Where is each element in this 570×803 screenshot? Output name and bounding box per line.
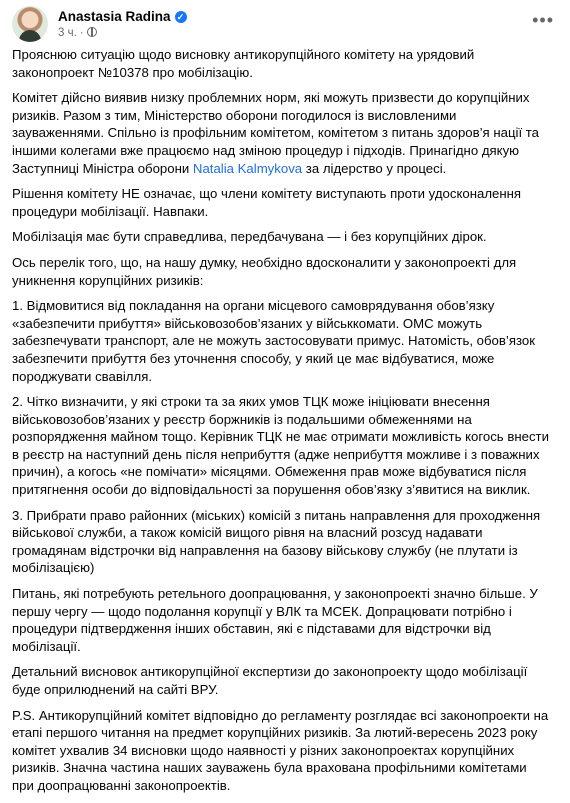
more-options-icon[interactable]: ••• xyxy=(532,10,554,30)
post-paragraph: Детальний висновок антикорупційної експертизи до законопроекту щодо мобілізації буде оприлюднений на сайті ВРУ. xyxy=(12,664,528,697)
post-paragraph: Прояснюю ситуацію щодо висновку антикорупційного комітету на урядовий законопроект №10378 про мобілізацію. xyxy=(12,47,475,80)
post-paragraph: Комітет дійсно виявив низку проблемних норм, які можуть призвести до корупційних ризиків. Разом з тим, Міністерство оборони погодилося із висловленими зауваженнями. Спільно із профільним комітетом, комітетом з питань здоров’я нації та іншими колегами вже працюємо над зміною процедур і підходів. Принагідно дякую Заступниці Міністра оборони Natalia Kalmykova за лідерство у процесі. xyxy=(12,90,540,176)
verified-badge-icon: ✓ xyxy=(175,11,187,23)
author-name[interactable]: Anastasia Radina xyxy=(58,9,171,24)
post-timestamp[interactable]: 3 ч. xyxy=(58,27,77,39)
post-paragraph: Ось перелік того, що, на нашу думку, необхідно вдосконалити у законопроекті для уникнення корупційних ризиків: xyxy=(12,254,517,288)
mention-link[interactable]: Natalia Kalmykova xyxy=(192,160,303,176)
post-paragraph: Питань, які потребують ретельного доопрацювання, у законопроекті значно більше. У першу чергу — щодо подолання корупції у ВЛК та МСЕК. Допрацювати потрібно і процедури підтвердження інших обставин, які є підставами для відстрочки від мобілізації. xyxy=(12,586,538,654)
globe-icon[interactable] xyxy=(87,27,97,37)
post-header xyxy=(12,6,560,46)
post-paragraph: 1. Відмовитися від покладання на органи місцевого самоврядування обов’язку «забезпечити прибуття» військовозобов’язаних у військкомати. ОМС можуть забезпечувати транспорт, але не можуть застосовувати примус. Натомість, обов’язок забезпечити прибуття без уточнення способу, у який це має відбуватися, може породжувати свавілля. xyxy=(12,298,535,384)
post-text xyxy=(12,46,552,803)
post-paragraph: 3. Прибрати право районних (міських) комісій з питань направлення для проходження військової служби, а також комісій вищого рівня на власний розсуд надавати громадянам відстрочки від направлення на базову військову службу (не плутати із мобілізацією) xyxy=(12,507,541,576)
author-avatar[interactable] xyxy=(12,6,48,42)
post-paragraph: Мобілізація має бути справедлива, передбачувана — і без корупційних дірок. xyxy=(12,229,487,245)
post-paragraph: 2. Чітко визначити, у які строки та за яких умов ТЦК може ініціювати внесення військовозобов’язаних у реєстр боржників із подальшими обмеженнями на розпорядження майном тощо. Керівник ТЦК не має отримати можливість когось внести в реєстр на наступний день після неприбуття (адже неприбуття можливе і з поважних причин), а когось «не помічати» місяцями. Обмеження прав може відбуватися після притягнення особи до відповідальності за порушення обов’язку з’явитися на виклик. xyxy=(12,394,549,498)
author-name-row xyxy=(58,9,187,24)
post-meta: 3 ч. · xyxy=(58,27,97,39)
post-paragraph: P.S. Антикорупційний комітет відповідно до регламенту розглядає всі законопроекти на етапі першого читання на предмет корупційних ризиків. За лютий-вересень 2023 року комітет ухвалив 34 висновки щодо наявності у різних законопроектах корупційних ризиків. Значна частина наших зауважень була врахована профільними комітетами при доопрацюванні законопроектів. xyxy=(12,707,549,793)
post-paragraph: Рішення комітету НЕ означає, що члени комітету виступають проти удосконалення процедури мобілізації. Навпаки. xyxy=(12,186,522,219)
